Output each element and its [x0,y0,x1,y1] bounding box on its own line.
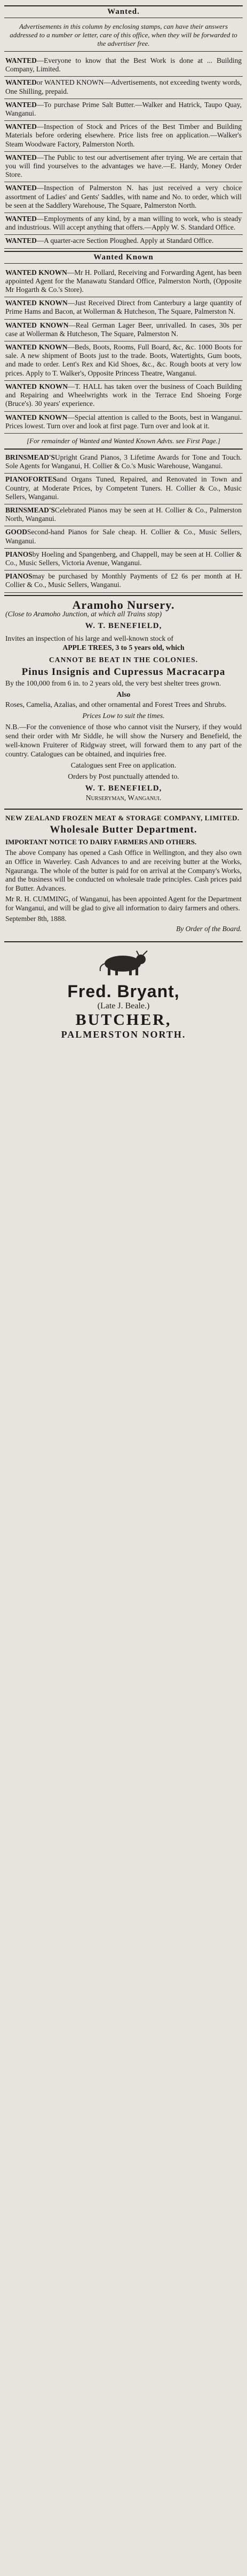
classified-ad [4,152,243,183]
ad-text: —To purchase Prime Salt Butter.—Walker and Hatrick, Taupo Quay, Wanganui. [5,100,242,118]
butcher-name: Fred. Bryant, [67,981,180,1001]
classified-ad [4,99,243,121]
ad-text: Second-hand Pianos for Sale cheap. H. Collier & Co., Music Sellers, Wanganui. [5,528,242,545]
nursery-sign: W. T. BENEFIELD, [85,784,162,793]
ad-text: —T. HALL has taken over the business of Coach Building and Repairing and Wheelwrights work in the Terrace End Shoeing Forge (Bruce's). 30 years' experience. [5,382,242,408]
ad-text: —Employments of any kind, by a man willing to work, who is steady and industrious. Will accept anything that offers.—Apply W. S. Standard Office. [5,215,242,232]
classified-ad [4,320,243,341]
classified-ad [4,121,243,152]
classified-column [2,0,245,1040]
ad-text: —Beds, Boots, Rooms, Full Board, &c, &c. 1000 Boots for sale. A new shipment of Boots just to the trade. Boots, Watertights, Gum boots, and made to order. Lent's Rex and Kid Shoes, &c., &c. Rough boots at very low prices. Apply to T. Walker's, Opposite Princess Theatre, Wanganui. [5,343,242,377]
ad-heading: PIANOS [5,572,33,581]
butcher-trade: BUTCHER, [75,1010,172,1029]
classified-ad [4,213,243,235]
ad-heading: WANTED [5,153,37,161]
wanted-known-ads [4,267,243,434]
nursery-body3: By the 100,000 from 6 in. to 2 years old, the very best shelter trees grown. [5,679,221,687]
ad-text: —Real German Lager Beer, unrivalled. In cases, 30s per case at Wollerman & Hutcheson, The Square, Palmerston N. [5,321,242,338]
ad-heading: WANTED [5,215,37,223]
ad-heading: PIANOFORTES [5,475,57,484]
frozen-dept: Wholesale Butter Department. [50,824,197,836]
classified-ad [4,381,243,412]
ad-text: —Mr H. Pollard, Receiving and Forwarding Agent, has been appointed Agent for the Manawatu Standard Office, Palmerston North, (Opposite Mr Hogarth & Co.'s Store). [5,268,242,294]
ad-text: Upright Grand Pianos, 3 Lifetime Awards for Tone and Touch. Sole Agents for Wanganui, H. Collier & Co.'s Music Warehouse, Wanganui. [5,453,242,470]
nursery-body4: Roses, Camelia, Azalias, and other ornamental and Forest Trees and Shrubs. [5,700,227,708]
ad-text: or WANTED KNOWN—Advertisements, not exceeding twenty words, One Shilling, prepaid. [5,78,242,95]
nursery-nb: N.B.—For the convenience of those who cannot visit the Nursery, if they would send their order with Mr Siddle, he will show the Nursery and Benefield, the well-known Fruiterer of Ridgway street, will forward them to any part of the country. Catalogues can be obtained, and inquiries free. [5,722,242,758]
ad-heading: WANTED KNOWN [5,299,68,307]
classified-ad [4,297,243,319]
ad-text: —Inspection of Stock and Prices of the Best Timber and Building Materials before ordering elsewhere. Price lists free on application.—Walker's Steam Woodware Factory, Palmerston North. [5,123,242,148]
divider [4,941,243,942]
ad-text: —Just Received Direct from Canterbury a large quantity of Prime Hams and Bacon, at Wollerman & Hutcheson, The Square, Palmerston N. [5,299,242,316]
nursery-body2: APPLE TREES, 3 to 5 years old, which [62,643,185,651]
classified-ad [4,77,243,99]
ad-text: —Everyone to know that the Best Work is done at ... Building Company, Limited. [5,56,242,74]
classified-ad [4,504,243,526]
wanted-known-heading: Wanted Known [4,251,243,264]
butcher-place: PALMERSTON NORTH. [61,1029,186,1040]
frozen-agent: Mr R. H. CUMMING, of Wanganui, has been appointed Agent for the Department for Wanganui, and will be glad to give all information to dairy farmers and others. [5,895,242,912]
nursery-cannot: CANNOT BE BEAT IN THE COLONIES. [49,655,198,664]
frozen-body: The above Company has opened a Cash Office in Wellington, and they also own an Office in Waverley. Cash Advances to and are receiving butter at the Works, Ngauranga. The whole of the butter is paid for on arrival at the Company's Works, and the business will be conducted on wholesale trade principles. Cash prices paid for Butter. Advances. [5,849,242,892]
butcher-ad [4,944,243,1040]
ox-emblem-icon [4,948,243,982]
ad-heading: WANTED KNOWN [5,382,68,390]
nursery-pines: Pinus Insignis and Cupressus Macracarpa [21,666,226,678]
classified-ad [4,182,243,213]
ad-heading: WANTED [5,123,37,131]
ad-text: —Special attention is called to the Boots, best in Wanganui. Prices lowest. Turn over and look at first page. Turn over and look at it. [5,413,242,430]
ad-heading: WANTED KNOWN [5,343,68,352]
ad-heading: WANTED KNOWN [5,268,67,276]
ad-heading: WANTED [5,78,37,87]
frozen-meat-ad [4,812,243,939]
nursery-catalogues: Catalogues sent Free on application. [70,761,177,769]
wanted-heading: Wanted. [4,5,243,18]
nursery-owner: W. T. BENEFIELD, [85,621,162,630]
ad-heading: WANTED [5,237,37,245]
frozen-title: NEW ZEALAND FROZEN MEAT & STORAGE COMPANY, LIMITED. [5,813,240,822]
frozen-date: September 8th, 1888. [5,915,67,923]
ad-heading: WANTED [5,56,37,64]
wanted-notice: Advertisements in this column by enclosing stamps, can have their answers addressed to a number or letter, care of this office, when they will be forwarded to the advertiser free. [4,21,243,52]
nursery-body5: Prices Low to suit the times. [82,711,165,720]
ad-text: —Inspection of Palmerston N. has just received a very choice assortment of Ladies' and Gents' Saddles, with name and No. to order, which will be seen at the Saddlery Warehouse, The Square, Palmerston North. [5,184,242,209]
classified-ad [4,452,243,474]
classified-ad [4,412,243,434]
ox-emblem-icon-svg [92,948,156,976]
classified-ad [4,549,243,570]
nursery-ad [4,598,243,806]
ad-text: —The Public to test our advertisement after trying. We are certain that you will find yourselves to the advantages we have.—E. Hardy, Money Order Store. [5,153,242,179]
nursery-subtitle: (Close to Aramoho Junction, at which all Trains stop) [5,609,162,618]
classified-ad [4,267,243,298]
nursery-orders: Orders by Post punctually attended to. [68,772,179,780]
remainder-notice: [For remainder of Wanted and Wanted Known Advts. see First Page.] [4,434,243,450]
nursery-body1: Invites an inspection of his large and well-known stock of [5,634,173,642]
ad-heading: WANTED [5,100,37,109]
ad-text: Celebrated Pianos may be seen at H. Collier & Co., Palmerston North, Wanganui. [5,506,242,523]
nursery-title: Aramoho Nursery. [72,598,175,612]
butcher-late: (Late J. Beale.) [97,1001,150,1010]
ad-text: and Organs Tuned, Repaired, and Renovated in Town and Country, at Moderate Prices, by Competent Tuners. H. Collier & Co., Music Sellers, Wanganui. [5,475,242,501]
frozen-sign: By Order of the Board. [176,925,242,933]
ad-heading: WANTED KNOWN [5,413,68,421]
classified-ad [4,526,243,548]
classified-ad [4,570,243,592]
nursery-also: Also [116,690,131,698]
music-ads [4,452,243,593]
ad-heading: BRINSMEAD'S [5,453,55,461]
classified-ad [4,474,243,504]
ad-heading: WANTED [5,184,37,192]
divider [4,595,243,596]
ad-text: —A quarter-acre Section Ploughed. Apply at Standard Office. [36,237,214,245]
classified-ad [4,341,243,381]
frozen-notice-head: IMPORTANT NOTICE TO DAIRY FARMERS AND OTHERS. [5,837,197,846]
ad-heading: GOOD [5,528,27,536]
classified-ad [4,235,243,248]
ad-text: by Hoeling and Spangenberg, and Chappell, may be seen at H. Collier & Co., Music Sellers, Victoria Avenue, Wanganui. [5,550,242,567]
ad-heading: WANTED KNOWN [5,321,69,329]
ad-text: may be purchased by Monthly Payments of £2 6s per month at H. Collier & Co., Music Sellers, Wanganui. [5,572,242,589]
ad-heading: PIANOS [5,550,33,558]
divider [4,809,243,810]
wanted-ads [4,55,243,249]
classified-ad [4,55,243,77]
ad-heading: BRINSMEAD'S [5,506,55,514]
nursery-sign2: Nurseryman, Wanganui. [85,793,162,802]
